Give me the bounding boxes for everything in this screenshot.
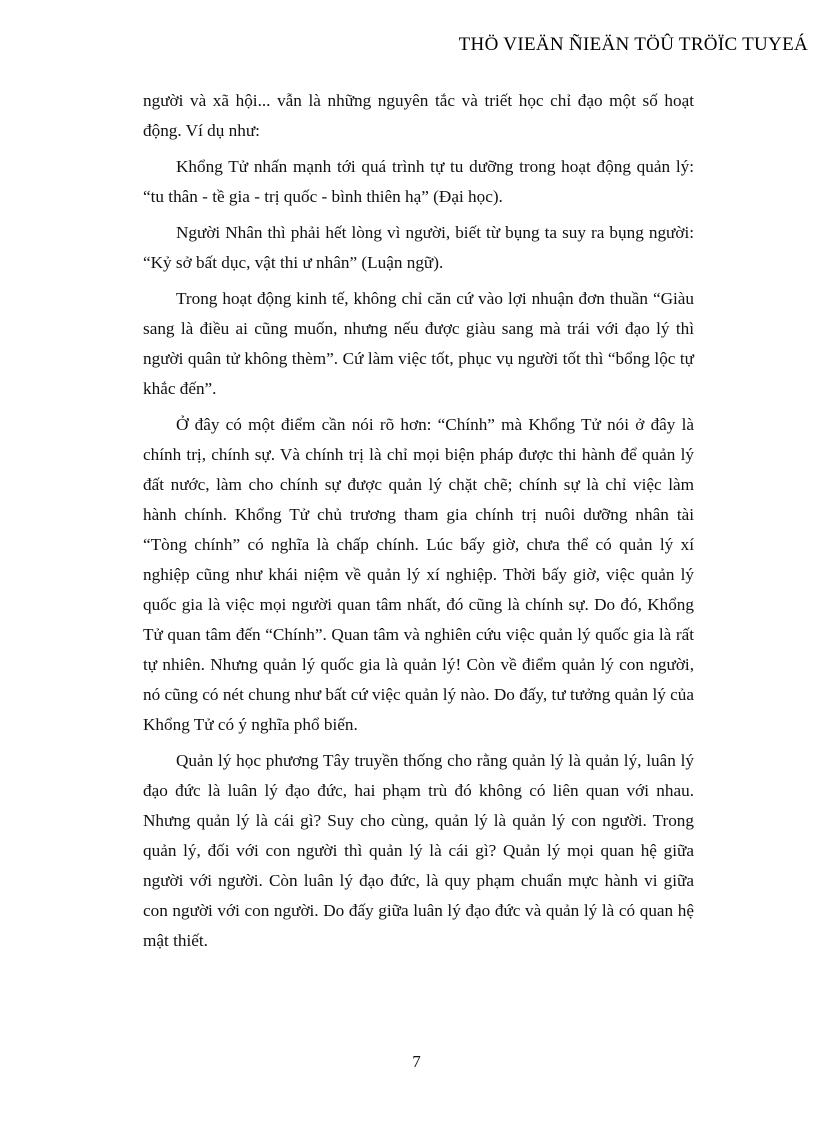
paragraph: Ở đây có một điểm cần nói rõ hơn: “Chính” mà Khổng Tử nói ở đây là chính trị, chính sự. Và chính trị là chỉ mọi biện pháp được thi hành để quản lý đất nước, làm cho chính sự được quản lý chặt chẽ; chính sự là chỉ việc làm hành chính. Khổng Tử chủ trương tham gia chính trị nuôi dưỡng nhân tài “Tòng chính” có nghĩa là chấp chính. Lúc bấy giờ, chưa thể có quản lý xí nghiệp cũng như khái niệm về quản lý xí nghiệp. Thời bấy giờ, việc quản lý quốc gia là việc mọi người quan tâm nhất, đó cũng là chính sự. Do đó, Khổng Tử quan tâm đến “Chính”. Quan tâm và nghiên cứu việc quản lý quốc gia là rất tự nhiên. Nhưng quản lý quốc gia là quản lý! Còn về điểm quản lý con người, nó cũng có nét chung như bất cứ việc quản lý nào. Do đấy, tư tưởng quản lý của Khổng Tử có ý nghĩa phổ biến. <box>143 415 694 734</box>
body-text <box>143 86 694 962</box>
paragraph: Quản lý học phương Tây truyền thống cho rằng quản lý là quản lý, luân lý đạo đức là luân lý đạo đức, hai phạm trù đó không có liên quan với nhau. Nhưng quản lý là cái gì? Suy cho cùng, quản lý là quản lý con người. Trong quản lý, đối với con người thì quản lý là cái gì? Quản lý mọi quan hệ giữa người với người. Còn luân lý đạo đức, là quy phạm chuẩn mực hành vi giữa con người với con người. Do đấy giữa luân lý đạo đức và quản lý là có quan hệ mật thiết. <box>143 751 694 950</box>
paragraph: Người Nhân thì phải hết lòng vì người, biết từ bụng ta suy ra bụng người: “Kỷ sở bất dục, vật thi ư nhân” (Luận ngữ). <box>143 223 694 272</box>
running-header: THÖ VIEÄN ÑIEÄN TÖÛ TRÖÏC TUYEÁ <box>458 34 808 55</box>
paragraph: Khổng Tử nhấn mạnh tới quá trình tự tu dưỡng trong hoạt động quản lý: “tu thân - tề gia - trị quốc - bình thiên hạ” (Đại học). <box>143 157 694 206</box>
paragraph-continuation: người và xã hội... vẫn là những nguyên tắc và triết học chỉ đạo một số hoạt động. Ví dụ như: <box>143 91 694 140</box>
paragraph: Trong hoạt động kinh tế, không chỉ căn cứ vào lợi nhuận đơn thuần “Giàu sang là điều ai cũng muốn, nhưng nếu được giàu sang mà trái với đạo lý thì người quân tử không thèm”. Cứ làm việc tốt, phục vụ người tốt thì “bổng lộc tự khắc đến”. <box>143 289 694 398</box>
page-number: 7 <box>412 1052 421 1071</box>
